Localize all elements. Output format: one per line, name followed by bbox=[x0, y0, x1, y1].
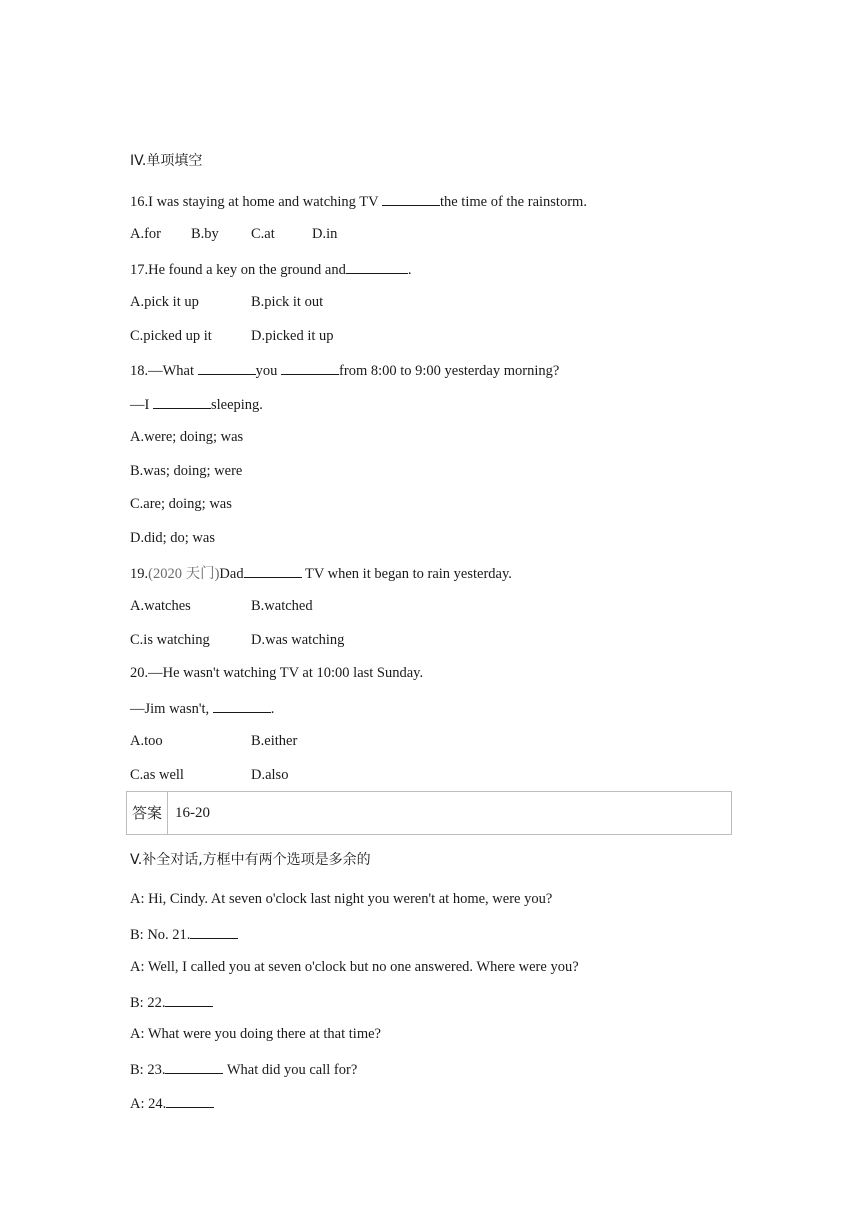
q18-reply-start: —I bbox=[130, 397, 153, 413]
q20-reply-start: —Jim wasn't, bbox=[130, 701, 213, 717]
q17-option-a[interactable]: A.pick it up bbox=[130, 294, 199, 310]
q18-blank-2[interactable] bbox=[281, 360, 339, 375]
dialogue-line-1: A: Hi, Cindy. At seven o'clock last night you weren't at home, were you? bbox=[130, 891, 553, 907]
q20-blank[interactable] bbox=[213, 698, 271, 713]
dialogue-line-4-text: B: 22. bbox=[130, 995, 166, 1011]
q19-option-c[interactable]: C.is watching bbox=[130, 632, 210, 648]
q17-options-row1 bbox=[130, 293, 199, 311]
q16-stem-end: the time of the rainstorm. bbox=[439, 194, 587, 210]
q18-option-b[interactable]: B.was; doing; were bbox=[130, 463, 243, 479]
q16-blank[interactable] bbox=[382, 191, 440, 206]
q20-option-a[interactable]: A.too bbox=[130, 733, 163, 749]
dialogue-line-4 bbox=[130, 992, 213, 1012]
blank-24[interactable] bbox=[166, 1093, 214, 1108]
q19-blank[interactable] bbox=[244, 563, 302, 578]
q20-reply bbox=[130, 698, 274, 718]
question-19 bbox=[130, 563, 512, 583]
dialogue-line-5: A: What were you doing there at that time? bbox=[130, 1026, 381, 1042]
answer-label: 答案 bbox=[127, 792, 168, 834]
q19-option-a[interactable]: A.watches bbox=[130, 598, 191, 614]
question-18 bbox=[130, 360, 559, 380]
q17-option-c[interactable]: C.picked up it bbox=[130, 328, 212, 344]
q16-option-b[interactable]: B.by bbox=[191, 226, 219, 242]
dialogue-line-2 bbox=[130, 924, 238, 944]
dialogue-line-7 bbox=[130, 1093, 214, 1113]
q20-option-d[interactable]: D.also bbox=[251, 767, 289, 783]
q20-option-b[interactable]: B.either bbox=[251, 733, 298, 749]
dialogue-line-6 bbox=[130, 1059, 357, 1079]
q18-stem-start: 18.—What bbox=[130, 363, 198, 379]
answer-range: 16-20 bbox=[175, 805, 210, 821]
q18-stem-mid: you bbox=[255, 363, 282, 379]
question-20: 20.—He wasn't watching TV at 10:00 last Sunday. bbox=[130, 665, 424, 681]
dialogue-line-7-text: A: 24. bbox=[130, 1096, 167, 1112]
section-v-heading: V.补全对话,方框中有两个选项是多余的 bbox=[130, 852, 371, 868]
q18-option-a[interactable]: A.were; doing; was bbox=[130, 429, 244, 445]
q18-blank-3[interactable] bbox=[153, 394, 211, 409]
q17-stem-start: 17.He found a key on the ground and bbox=[130, 262, 346, 278]
dialogue-line-6-text: B: 23. bbox=[130, 1062, 166, 1078]
q18-option-c[interactable]: C.are; doing; was bbox=[130, 496, 232, 512]
q18-stem-end: from 8:00 to 9:00 yesterday morning? bbox=[339, 363, 560, 379]
blank-21[interactable] bbox=[190, 924, 238, 939]
q16-option-a[interactable]: A.for bbox=[130, 226, 162, 242]
q17-option-b[interactable]: B.pick it out bbox=[251, 294, 324, 310]
q16-option-c[interactable]: C.at bbox=[251, 226, 275, 242]
q17-option-d[interactable]: D.picked it up bbox=[251, 328, 334, 344]
blank-23[interactable] bbox=[165, 1059, 223, 1074]
q16-stem-start: 16.I was staying at home and watching TV bbox=[130, 194, 382, 210]
q19-option-b[interactable]: B.watched bbox=[251, 598, 313, 614]
q17-stem-end: . bbox=[407, 262, 412, 278]
q20-option-c[interactable]: C.as well bbox=[130, 767, 184, 783]
q18-option-d[interactable]: D.did; do; was bbox=[130, 530, 215, 546]
question-17 bbox=[130, 259, 411, 279]
q19-stem-start: Dad bbox=[219, 566, 244, 582]
q20-reply-end: . bbox=[270, 701, 275, 717]
q17-blank[interactable] bbox=[346, 259, 408, 274]
q18-reply-end: sleeping. bbox=[210, 397, 263, 413]
dialogue-line-6-tail: What did you call for? bbox=[223, 1062, 358, 1078]
q19-stem-end: TV when it began to rain yesterday. bbox=[301, 566, 512, 582]
dialogue-line-3: A: Well, I called you at seven o'clock but no one answered. Where were you? bbox=[130, 959, 579, 975]
question-16 bbox=[130, 191, 587, 211]
q19-option-d[interactable]: D.was watching bbox=[251, 632, 345, 648]
q18-blank-1[interactable] bbox=[198, 360, 256, 375]
q19-number: 19. bbox=[130, 566, 149, 582]
q19-source: (2020 天门) bbox=[148, 566, 220, 582]
section-iv-heading: IV.单项填空 bbox=[130, 153, 203, 169]
blank-22[interactable] bbox=[165, 992, 213, 1007]
answer-box[interactable] bbox=[126, 791, 732, 835]
q16-option-d[interactable]: D.in bbox=[312, 226, 338, 242]
dialogue-line-2-text: B: No. 21. bbox=[130, 927, 191, 943]
q18-reply bbox=[130, 394, 263, 414]
